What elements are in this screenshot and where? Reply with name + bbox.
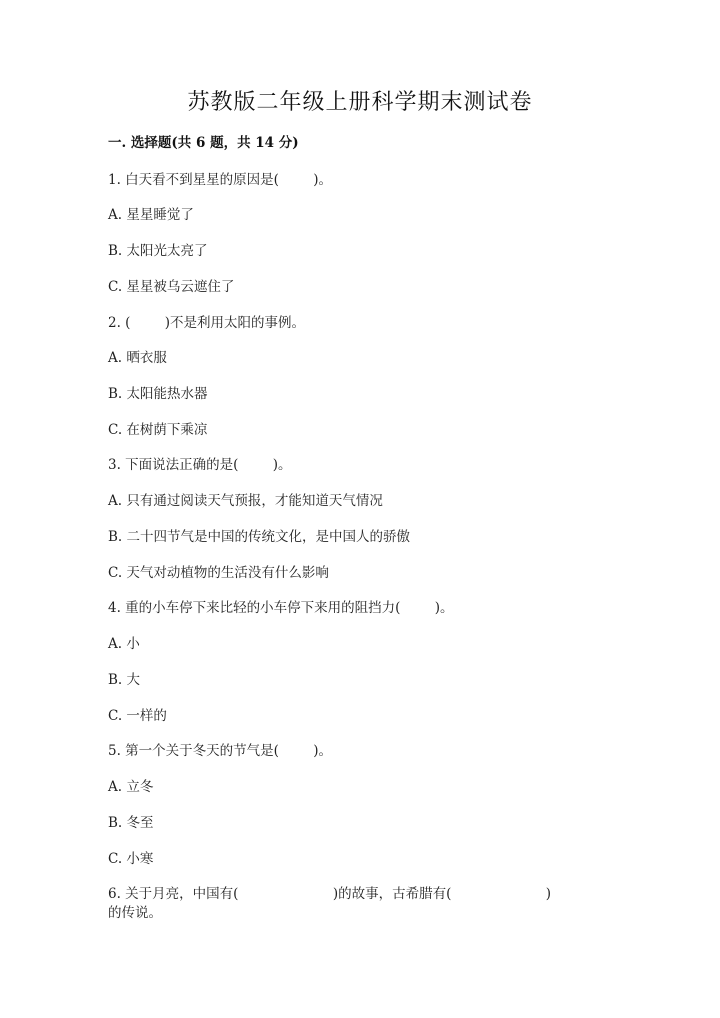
question-1-option-b: B. 太阳光太亮了 bbox=[108, 243, 208, 259]
question-3-option-b: B. 二十四节气是中国的传统文化，是中国人的骄傲 bbox=[108, 529, 411, 545]
question-1-option-a: A. 星星睡觉了 bbox=[108, 207, 194, 223]
question-2-option-a: A. 晒衣服 bbox=[108, 350, 167, 366]
exam-title: 苏教版二年级上册科学期末测试卷 bbox=[187, 90, 533, 115]
question-3-option-a: A. 只有通过阅读天气预报，才能知道天气情况 bbox=[108, 493, 383, 509]
question-4-option-c: C. 一样的 bbox=[108, 708, 167, 724]
question-3-option-c: C. 天气对动植物的生活没有什么影响 bbox=[108, 565, 329, 581]
question-2-stem: 2. ( )不是利用太阳的事例。 bbox=[108, 315, 306, 331]
question-3-stem: 3. 下面说法正确的是( )。 bbox=[108, 457, 292, 473]
question-5-option-c: C. 小寒 bbox=[108, 851, 154, 867]
question-4-option-a: A. 小 bbox=[108, 636, 140, 652]
section-heading: 一. 选择题(共 6 题，共 14 分) bbox=[108, 135, 299, 151]
question-2-option-b: B. 太阳能热水器 bbox=[108, 386, 208, 402]
question-1-option-c: C. 星星被乌云遮住了 bbox=[108, 279, 235, 295]
question-4-stem: 4. 重的小车停下来比轻的小车停下来用的阻挡力( )。 bbox=[108, 600, 454, 616]
question-5-stem: 5. 第一个关于冬天的节气是( )。 bbox=[108, 743, 333, 759]
question-4-option-b: B. 大 bbox=[108, 672, 141, 688]
question-6-stem: 6. 关于月亮，中国有( )的故事，古希腊有( ) bbox=[108, 886, 552, 902]
question-5-option-a: A. 立冬 bbox=[108, 779, 154, 795]
question-6-stem-continued: 的传说。 bbox=[108, 905, 162, 921]
question-5-option-b: B. 冬至 bbox=[108, 815, 154, 831]
question-2-option-c: C. 在树荫下乘凉 bbox=[108, 422, 208, 438]
question-1-stem: 1. 白天看不到星星的原因是( )。 bbox=[108, 172, 333, 188]
